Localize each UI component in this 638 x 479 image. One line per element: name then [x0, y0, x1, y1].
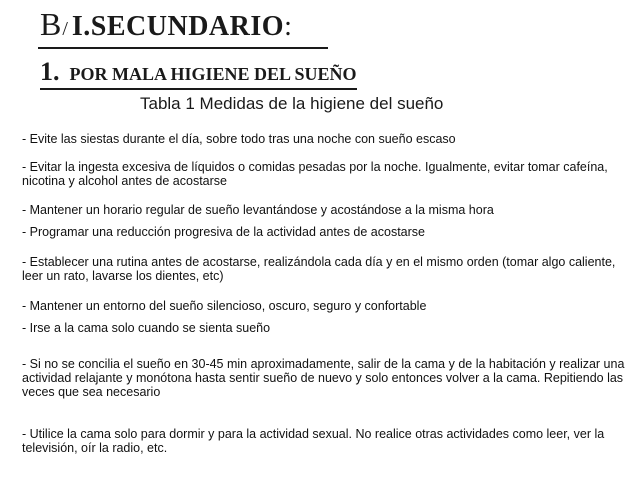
- hygiene-measures-table: [20, 124, 628, 468]
- heading-prefix: B: [40, 6, 62, 42]
- subheading-text: POR MALA HIGIENE DEL SUEÑO: [69, 64, 357, 84]
- table-row: - Si no se concilia el sueño en 30-45 min aproximadamente, salir de la cama y de la habitación y realizar una actividad relajante y monótona hasta sentir sueño de nuevo y solo entonces volver a la cama. Repitiendo las veces que sea necesario: [22, 357, 625, 399]
- heading-underline: [38, 47, 328, 49]
- subheading-number: 1.: [40, 57, 60, 86]
- table-row: - Mantener un entorno del sueño silencioso, oscuro, seguro y confortable: [22, 299, 427, 313]
- heading-separator: /: [62, 18, 68, 40]
- table-row: - Evite las siestas durante el día, sobre todo tras una noche con sueño escaso: [22, 132, 456, 146]
- table-row: - Mantener un horario regular de sueño levantándose y acostándose a la misma hora: [22, 203, 494, 217]
- table-row: - Programar una reducción progresiva de la actividad antes de acostarse: [22, 225, 425, 239]
- heading-title: I.SECUNDARIO: [71, 11, 285, 42]
- table-row: - Irse a la cama solo cuando se sienta sueño: [22, 321, 271, 335]
- section-subheading: [40, 57, 357, 90]
- slide-heading: [40, 6, 292, 43]
- heading-suffix: :: [284, 11, 292, 42]
- table-row: - Establecer una rutina antes de acostarse, realizándola cada día y en el mismo orden (tomar algo caliente, leer un rato, lavarse los dientes, etc): [22, 255, 616, 283]
- table-caption: Tabla 1 Medidas de la higiene del sueño: [140, 94, 444, 113]
- table-row: - Utilice la cama solo para dormir y para la actividad sexual. No realice otras actividades como leer, ver la televisión, oír la radio, etc.: [22, 427, 605, 455]
- table-row: - Evitar la ingesta excesiva de líquidos o comidas pesadas por la noche. Igualmente, evitar tomar cafeína, nicotina y alcohol antes de acostarse: [22, 160, 608, 188]
